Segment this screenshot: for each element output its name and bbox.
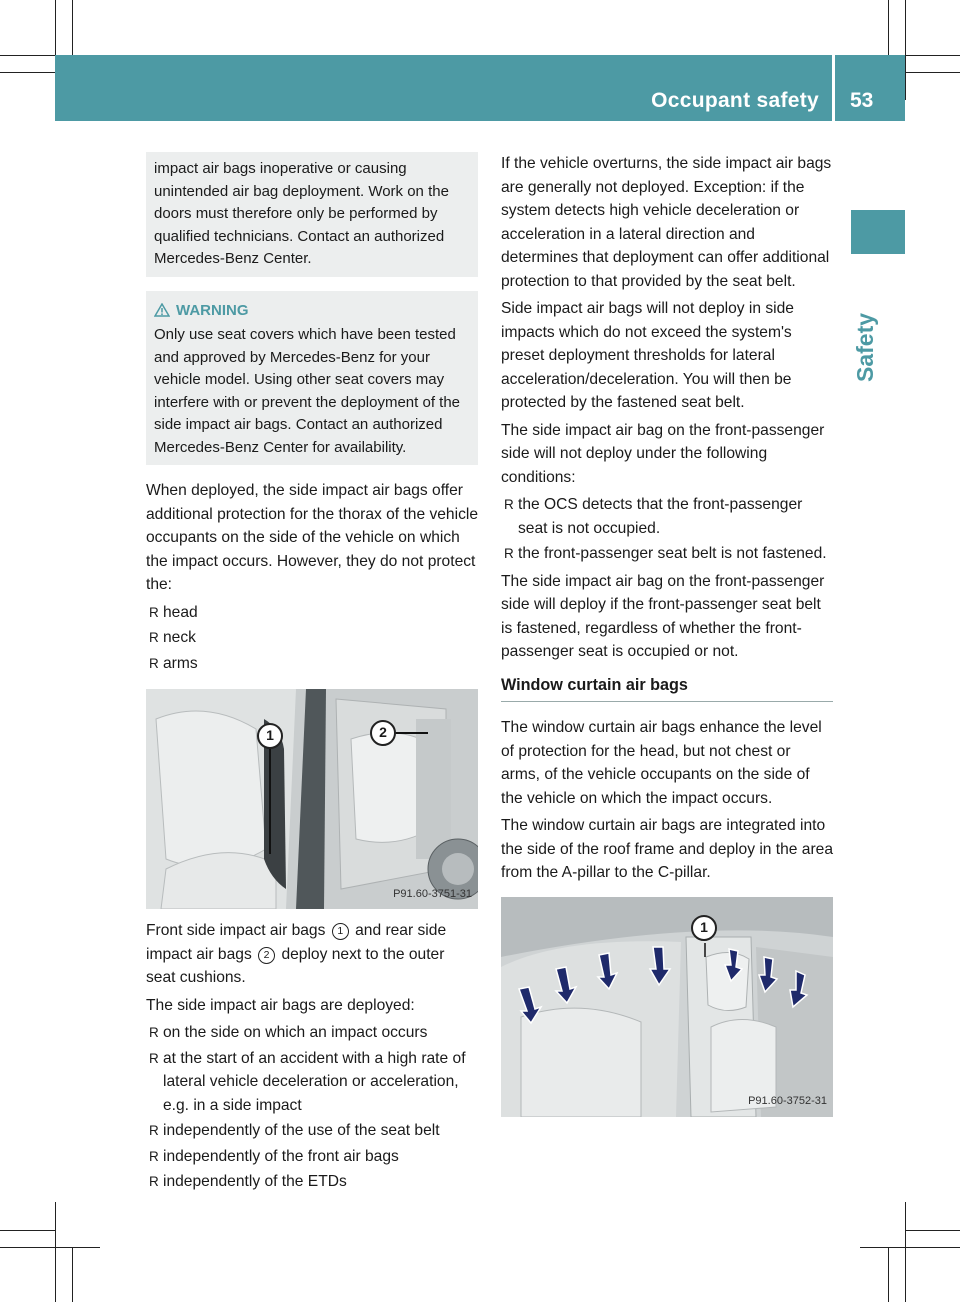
figure-callout-2: 2: [370, 720, 396, 746]
crop-mark: [888, 1247, 889, 1302]
crop-mark: [905, 1230, 960, 1231]
list-item: R at the start of an accident with a high rate of lateral vehicle deceleration or acceleration, e.g. in a side impact: [146, 1047, 478, 1118]
list-item: R arms: [146, 652, 478, 676]
list-item: R independently of the ETDs: [146, 1170, 478, 1194]
paragraph: The side impact air bag on the front-passenger side will not deploy under the following conditions:: [501, 421, 825, 486]
side-airbag-figure: [146, 689, 478, 909]
list-item: R head: [146, 601, 478, 625]
crop-mark: [72, 1247, 73, 1302]
callout-ref-1: 1: [332, 923, 349, 940]
page-title: Occupant safety: [651, 89, 819, 112]
warning-box: [146, 291, 478, 466]
paragraph: The window curtain air bags are integrated into the side of the roof frame and deploy in the area from the A-pillar to the C-pillar.: [501, 817, 834, 881]
warning-header: [154, 299, 470, 323]
warning-triangle-icon: [154, 303, 170, 317]
crop-mark: [905, 1202, 906, 1302]
list-item: R neck: [146, 626, 478, 650]
header-divider: [832, 55, 835, 121]
left-column: [146, 152, 478, 1198]
list: [146, 1021, 478, 1194]
paragraph: Side impact air bags will not deploy in side impacts which do not exceed the system's preset deployment thresholds for lateral acceleration/deceleration. You will then be protected by the fastened seat belt.: [501, 300, 794, 411]
paragraph: The window curtain air bags enhance the level of protection for the head, but not chest or arms, of the vehicle occupants on the side of the vehicle on which the impact occurs.: [501, 719, 822, 807]
warning-text: Only use seat covers which have been tested and approved by Mercedes-Benz for your vehicle model. Using other seat covers may interfere with or prevent the deployment of the side impact air bags. Contact an authorized Mercedes-Benz Center for availability.: [154, 326, 461, 456]
section-label: Safety: [852, 312, 878, 382]
page-header: [55, 55, 905, 121]
crop-mark: [55, 1202, 56, 1302]
figure-code: P91.60-3752-31: [748, 1095, 827, 1107]
figure-code: P91.60-3751-31: [393, 887, 472, 900]
crop-mark: [905, 72, 960, 73]
list: [146, 601, 478, 676]
crop-mark: [72, 0, 73, 55]
page-number: 53: [850, 89, 874, 112]
crop-mark: [860, 1247, 960, 1248]
info-box: [146, 152, 478, 277]
paragraph: The side impact air bag on the front-passenger side will deploy if the front-passenger seat belt is fastened, regardless of whether the front-passenger seat is occupied or not.: [501, 572, 825, 660]
list-item: R the front-passenger seat belt is not fastened.: [501, 542, 833, 566]
curtain-airbag-illustration: [501, 897, 833, 1117]
list: [501, 493, 833, 566]
crop-mark: [905, 0, 906, 100]
section-tab: [851, 210, 905, 254]
crop-mark: [0, 1230, 55, 1231]
callout-ref-2: 2: [258, 947, 275, 964]
paragraph: When deployed, the side impact air bags offer additional protection for the thorax of the vehicle occupants on the side of the vehicle on which the impact occurs. However, they do not protect the:: [146, 482, 479, 593]
list-item: R independently of the use of the seat belt: [146, 1119, 478, 1143]
side-airbag-illustration: [146, 689, 478, 909]
list-item: R independently of the front air bags: [146, 1145, 478, 1169]
section-heading: Window curtain air bags: [501, 674, 833, 703]
paragraph: The side impact air bags are deployed:: [146, 996, 415, 1014]
warning-label: WARNING: [176, 301, 249, 319]
curtain-airbag-figure: [501, 897, 833, 1117]
paragraph: Front side impact air bags 1 and rear side impact air bags 2 deploy next to the outer seat cushions.: [146, 922, 447, 986]
right-column: [501, 152, 833, 1127]
figure-callout-1: 1: [257, 723, 283, 749]
info-box-text: impact air bags inoperative or causing unintended air bag deployment. Work on the doors must therefore only be performed by qualified technicians. Contact an authorized Mercedes-Benz Center.: [154, 160, 449, 267]
list-item: R the OCS detects that the front-passenger seat is not occupied.: [501, 493, 833, 540]
crop-mark: [0, 1247, 100, 1248]
crop-mark: [0, 72, 55, 73]
crop-mark: [888, 0, 889, 55]
figure-callout-1: 1: [691, 915, 717, 941]
list-item: R on the side on which an impact occurs: [146, 1021, 478, 1045]
paragraph: If the vehicle overturns, the side impact air bags are generally not deployed. Exception: if the system detects high vehicle deceleration or acceleration in a lateral direction and determines that deployment can offer additional protection to that provided by the seat belt.: [501, 155, 832, 290]
